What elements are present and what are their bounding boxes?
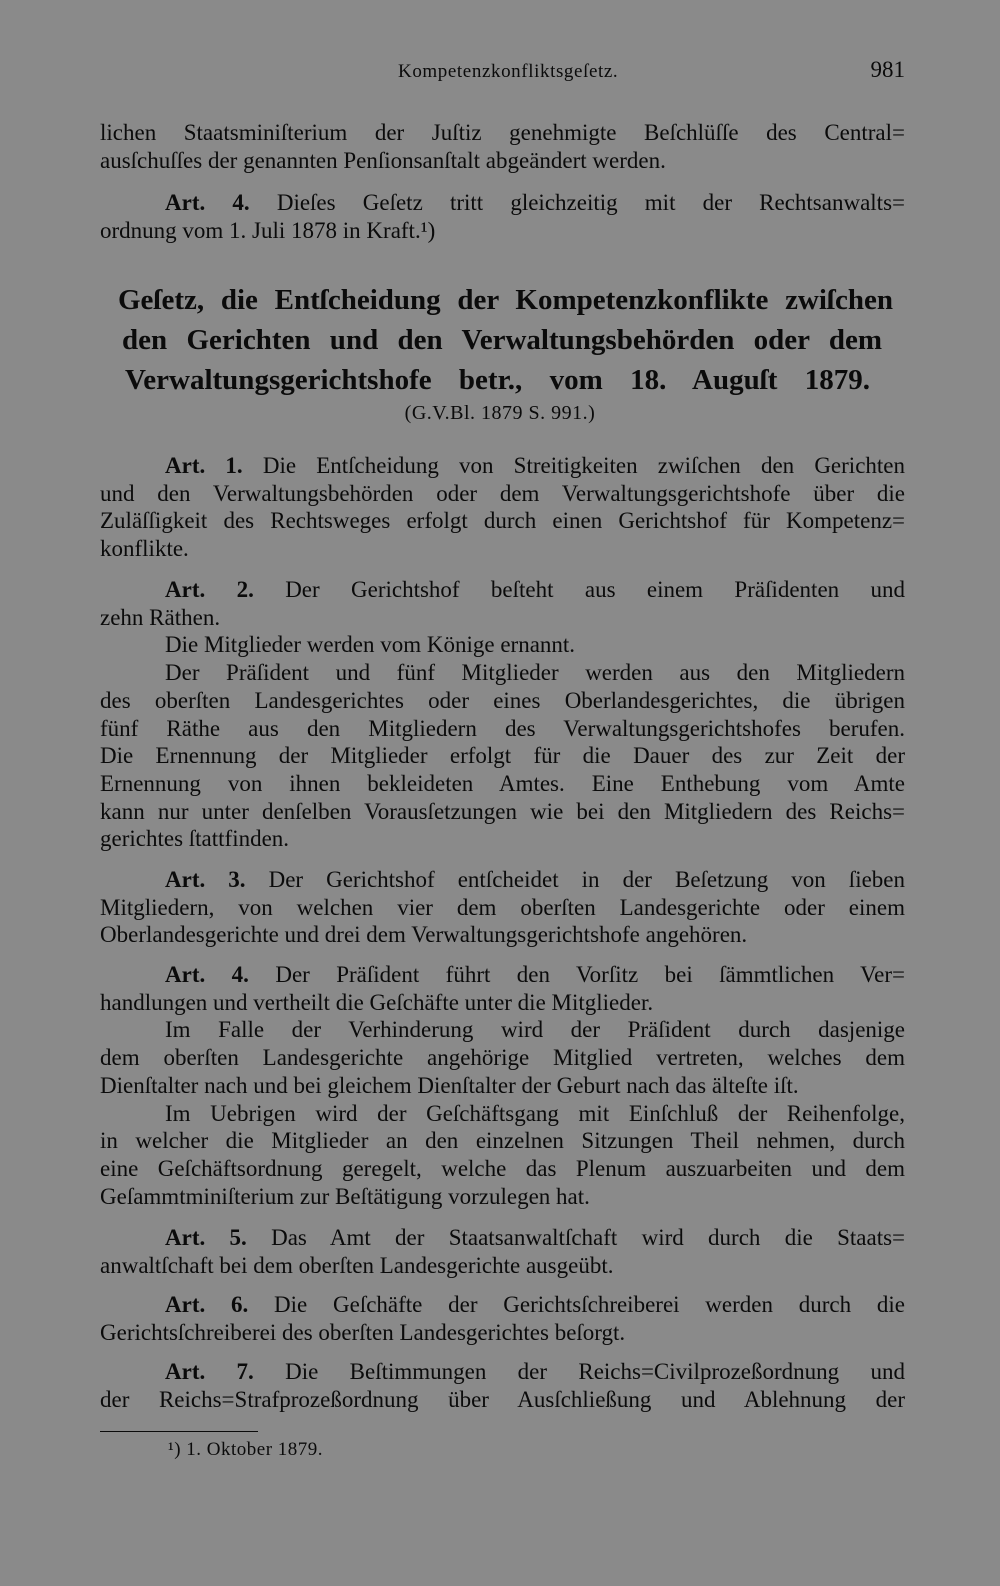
- text-line: Geſammtminiſterium zur Beſtätigung vorzulegen hat.: [100, 1183, 590, 1209]
- text-line: Die Ernennung der Mitglieder erfolgt für die Dauer des zur Zeit der: [100, 743, 905, 769]
- text-line: [100, 189, 905, 217]
- text-line: Gerichtsſchreiberei des oberſten Landesgerichtes beſorgt.: [100, 1319, 626, 1345]
- article-2: [100, 576, 905, 853]
- article-1: [100, 452, 905, 563]
- text-line: anwaltſchaft bei dem oberſten Landesgerichte ausgeübt.: [100, 1252, 614, 1278]
- text-line: dem oberſten Landesgerichte angehörige Mitglied vertreten, welches dem: [100, 1045, 905, 1071]
- article-text: Der Präſident führt den Vorſitz bei ſämmtlichen Ver=: [275, 962, 906, 987]
- article-text: Das Amt der Staatsanwaltſchaft wird durch die Staats=: [271, 1225, 906, 1250]
- article-label: Art. 3.: [165, 867, 246, 892]
- text-line: [100, 1291, 905, 1319]
- text-line: Zuläſſigkeit des Rechtsweges erfolgt durch einen Gerichtshof für Kompetenz=: [100, 508, 905, 534]
- text-line: gerichtes ſtattfinden.: [100, 826, 290, 852]
- text-line: [100, 866, 905, 894]
- text-line: Im Falle der Verhinderung wird der Präſident durch dasjenige: [165, 1017, 905, 1043]
- running-title: Kompetenzkonfliktsgeſetz.: [398, 61, 619, 82]
- text-line: in welcher die Mitglieder an den einzelnen Sitzungen Theil nehmen, durch: [100, 1128, 905, 1154]
- text-line: der Reichs=Strafprozeßordnung über Ausſchließung und Ablehnung der: [100, 1386, 905, 1412]
- law-title-line: Geſetz, die Entſcheidung der Kompetenzkonflikte zwiſchen: [118, 284, 893, 316]
- text-line: Im Uebrigen wird der Geſchäftsgang mit Einſchluß der Reihenfolge,: [165, 1100, 905, 1126]
- preceding-article-4: [100, 189, 905, 244]
- article-text: Dieſes Geſetz tritt gleichzeitig mit der Rechtsanwalts=: [276, 190, 905, 215]
- article-text: Die Geſchäfte der Gerichtsſchreiberei werden durch die: [274, 1292, 905, 1317]
- article-text: Der Gerichtshof beſteht aus einem Präſidenten und: [285, 577, 906, 602]
- article-label: Art. 4.: [165, 190, 250, 215]
- article-6: [100, 1291, 905, 1346]
- text-line: des oberſten Landesgerichtes oder eines Oberlandesgerichtes, die übrigen: [100, 687, 905, 713]
- text-line: Mitgliedern, von welchen vier dem oberſten Landesgerichte oder einem: [100, 894, 905, 920]
- article-label: Art. 2.: [165, 577, 254, 602]
- text-line: konflikte.: [100, 536, 189, 562]
- article-label: Art. 4.: [165, 962, 249, 987]
- text-line: und den Verwaltungsbehörden oder dem Verwaltungsgerichtshofe über die: [100, 480, 905, 506]
- text-line: Die Mitglieder werden vom Könige ernannt.: [165, 632, 576, 658]
- carryover-paragraph: [100, 119, 905, 174]
- article-label: Art. 6.: [165, 1292, 249, 1317]
- text-line: Oberlandesgerichte und drei dem Verwaltungsgerichtshofe angehören.: [100, 922, 748, 948]
- text-line: Ernennung von ihnen bekleideten Amtes. Eine Enthebung vom Amte: [100, 770, 905, 796]
- law-title-line: den Gerichten und den Verwaltungsbehörden oder dem: [122, 324, 882, 356]
- text-line: [100, 1358, 905, 1386]
- text-line: handlungen und vertheilt die Geſchäfte unter die Mitglieder.: [100, 989, 654, 1015]
- article-label: Art. 1.: [165, 453, 243, 478]
- footnote: ¹) 1. Oktober 1879.: [168, 1439, 324, 1460]
- article-4: [100, 961, 905, 1210]
- text-line: fünf Räthe aus den Mitgliedern des Verwaltungsgerichtshofes berufen.: [100, 715, 905, 741]
- article-5: [100, 1224, 905, 1279]
- law-title: [0, 280, 1000, 400]
- article-label: Art. 5.: [165, 1225, 247, 1250]
- text-line: ausſchuſſes der genannten Penſionsanſtalt abgeändert werden.: [100, 147, 666, 173]
- text-line: [100, 1224, 905, 1252]
- law-title-line: Verwaltungsgerichtshofe betr., vom 18. Auguſt 1879.: [125, 364, 870, 396]
- page-number: 981: [870, 57, 905, 82]
- footnote-rule: [100, 1431, 258, 1432]
- law-citation: (G.V.Bl. 1879 S. 991.): [404, 402, 596, 424]
- text-line: lichen Staatsminiſterium der Juſtiz genehmigte Beſchlüſſe des Central=: [100, 120, 905, 145]
- article-text: Die Beſtimmungen der Reichs=Civilprozeßordnung und: [285, 1359, 905, 1384]
- text-line: ordnung vom 1. Juli 1878 in Kraft.¹): [100, 217, 436, 243]
- text-line: kann nur unter denſelben Vorausſetzungen wie bei den Mitgliedern des Reichs=: [100, 798, 905, 824]
- text-line: [100, 452, 905, 480]
- text-line: [100, 961, 905, 989]
- article-label: Art. 7.: [165, 1359, 254, 1384]
- article-3: [100, 866, 905, 949]
- text-line: Dienſtalter nach und bei gleichem Dienſtalter der Geburt nach das älteſte iſt.: [100, 1072, 799, 1098]
- text-line: [100, 576, 905, 604]
- text-line: Der Präſident und fünf Mitglieder werden aus den Mitgliedern: [165, 660, 905, 686]
- text-line: eine Geſchäftsordnung geregelt, welche das Plenum auszuarbeiten und dem: [100, 1155, 905, 1181]
- article-text: Die Entſcheidung von Streitigkeiten zwiſchen den Gerichten: [262, 453, 905, 478]
- article-7: [100, 1358, 905, 1413]
- text-line: zehn Räthen.: [100, 604, 221, 630]
- article-text: Der Gerichtshof entſcheidet in der Beſetzung von ſieben: [268, 867, 906, 892]
